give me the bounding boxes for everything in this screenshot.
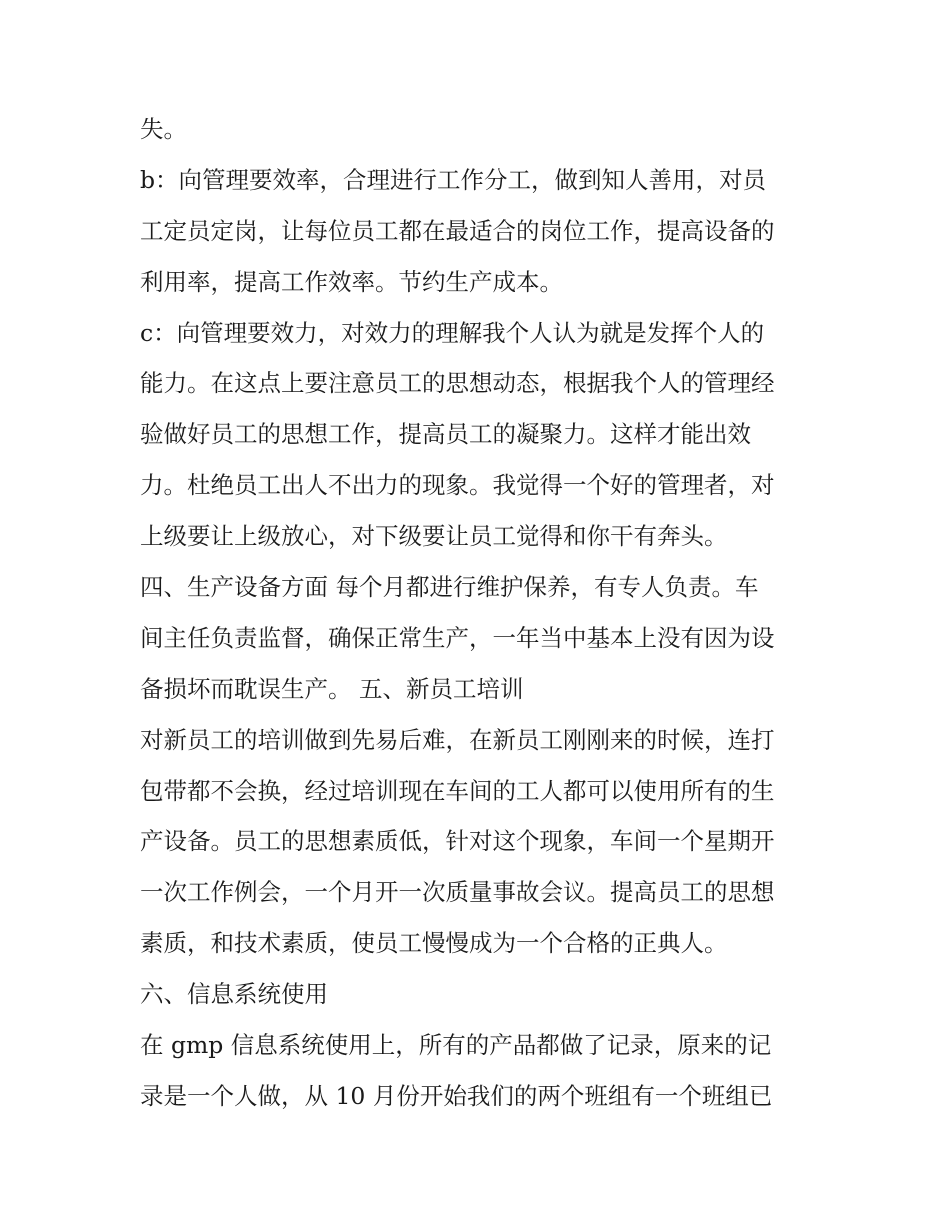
body-text	[140, 104, 820, 1122]
section-heading-equipment: 四、生产设备方面 每个月都进行维护保养，有专人负责。车	[140, 573, 759, 602]
text-line: 验做好员工的思想工作，提高员工的凝聚力。这样才能出效	[140, 420, 751, 449]
text-line: 产设备。员工的思想素质低，针对这个现象，车间一个星期开	[140, 827, 775, 856]
text-line: 一次工作例会，一个月开一次质量事故会议。提高员工的思想	[140, 878, 775, 907]
text-line: c：向管理要效力，对效力的理解我个人认为就是发挥个人的	[140, 318, 765, 347]
text-line: 能力。在这点上要注意员工的思想动态，根据我个人的管理经	[140, 369, 775, 398]
text-line: 包带都不会换，经过培训现在车间的工人都可以使用所有的生	[140, 776, 775, 805]
text-line: 间主任负责监督，确保正常生产，一年当中基本上没有因为设	[140, 623, 775, 652]
text-line: 利用率，提高工作效率。节约生产成本。	[140, 267, 563, 296]
text-line: 录是一个人做，从 10 月份开始我们的两个班组有一个班组已	[140, 1081, 773, 1110]
section-heading-info-system: 六、信息系统使用	[140, 980, 328, 1009]
text-line: 工定员定岗，让每位员工都在最适合的岗位工作，提高设备的	[140, 216, 775, 245]
text-line: 失。	[140, 115, 187, 143]
text-line: 对新员工的培训做到先易后难，在新员工刚刚来的时候，连打	[140, 725, 775, 754]
text-line: 上级要让上级放心，对下级要让员工觉得和你干有奔头。	[140, 522, 728, 551]
text-line: 素质，和技术素质，使员工慢慢成为一个合格的正典人。	[140, 929, 728, 958]
text-line: 力。杜绝员工出人不出力的现象。我觉得一个好的管理者，对	[140, 471, 775, 500]
text-line: b：向管理要效率，合理进行工作分工，做到知人善用，对员	[140, 165, 767, 194]
text-line: 在 gmp 信息系统使用上，所有的产品都做了记录，原来的记	[140, 1031, 772, 1060]
section-heading-training: 备损坏而耽误生产。 五、新员工培训	[140, 674, 524, 703]
